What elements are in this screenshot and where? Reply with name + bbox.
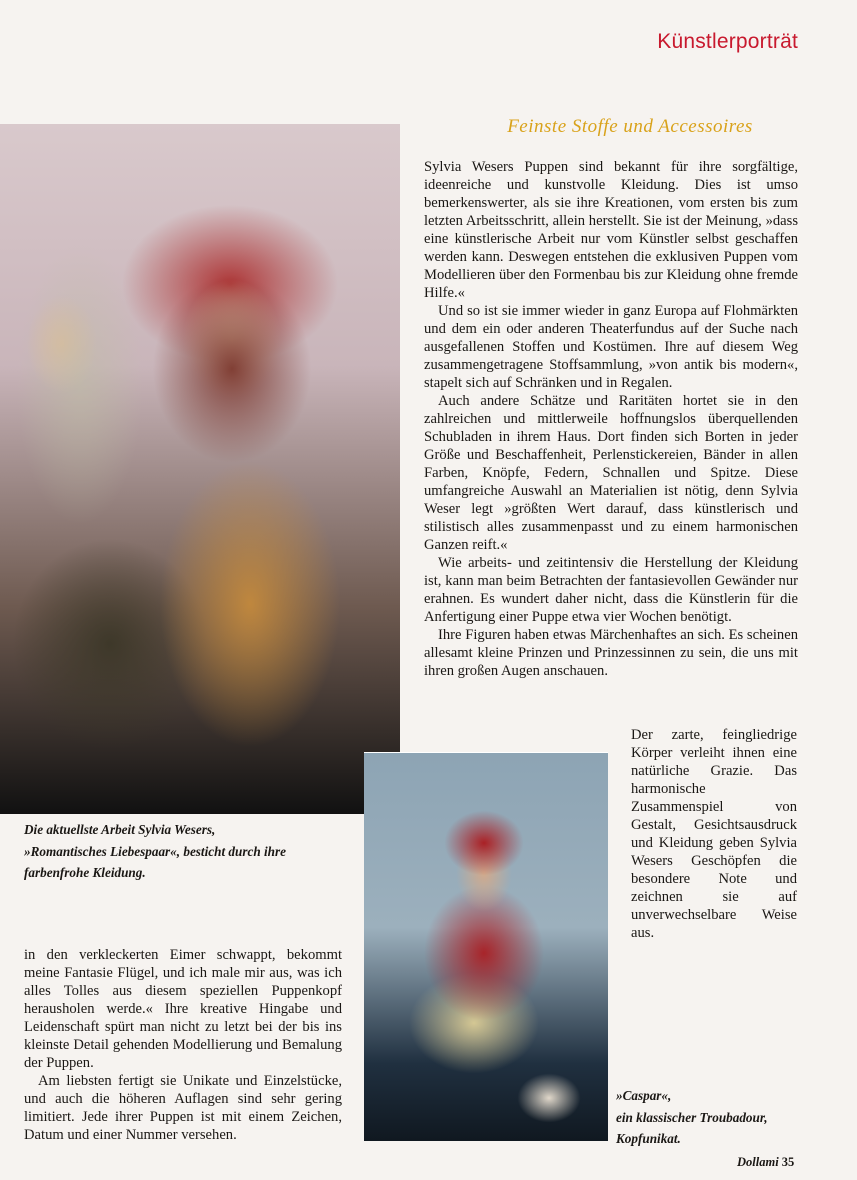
main-photo-caption xyxy=(24,819,354,884)
paragraph: Sylvia Wesers Puppen sind bekannt für ihre sorgfältige, ideenreiche und kunstvolle Kleidung. Dies ist umso bemerkenswerter, als sie ihre Kreationen, vom ersten bis zum letzten Arbeitsschritt, allein herstellt. Sie ist der Meinung, »dass eine künstlerische Arbeit nur vom Künstler selbst geschaffen werden kann. Deswegen entstehen die exklusiven Puppen vom Modellieren über den Formenbau bis zur Kleidung ohne fremde Hilfe.« xyxy=(424,159,798,301)
left-text-column xyxy=(24,946,342,1144)
paragraph: Auch andere Schätze und Raritäten hortet sie in den zahlreichen und mittlerweile hoffnungslos überquellenden Schubladen in ihrem Haus. Dort finden sich Borten in jeder Größe und Beschaffenheit, Perlenstickereien, Bänder in allen Farben, Knöpfe, Federn, Schnallen und Spitze. Diese umfangreiche Auswahl an Materialien ist nötig, denn Sylvia Weser legt »größten Wert darauf, dass künstlerisch und stilistisch alles zusammenpasst und zu einem harmonischen Ganzen reift.« xyxy=(424,393,798,553)
narrow-text-column: Der zarte, feingliedrige Körper verleiht ihnen eine natürliche Grazie. Das harmonische Zusammenspiel von Gestalt, Gesichtsausdruck und Kleidung geben Sylvia Wesers Geschöpfen die besondere Note und zeichnen sie auf unverwechselbare Weise aus. xyxy=(631,727,797,941)
sub-photo-caspar xyxy=(364,752,608,1141)
page-number: 35 xyxy=(781,1155,795,1169)
paragraph: Und so ist sie immer wieder in ganz Europa auf Flohmärkten und dem ein oder anderen Theaterfundus auf der Suche nach ausgefallenen Stoffen und Kostümen. Ihre auf diesem Weg zusammengetragene Stoffsammlung, »von antik bis modern«, stapelt sich auf Schränken und in Regalen. xyxy=(424,303,798,391)
paragraph: Wie arbeits- und zeitintensiv die Herstellung der Kleidung ist, kann man beim Betrachten der fantasievollen Gewänder nur erahnen. Es wundert daher nicht, dass die Künstlerin für die Anfertigung einer Puppe etwa vier Wochen benötigt. xyxy=(424,555,798,625)
caption-line: Kopfunikat. xyxy=(616,1131,681,1147)
caption-line: farbenfrohe Kleidung. xyxy=(24,865,146,881)
section-tag: Künstlerporträt xyxy=(657,30,798,53)
caption-line: ein klassischer Troubadour, xyxy=(616,1109,768,1125)
right-text-column xyxy=(424,158,798,680)
paragraph: Ihre Figuren haben etwas Märchenhaftes an sich. Es scheinen allesamt kleine Prinzen und Prinzessinnen zu sein, die uns mit ihren großen Augen anschauen. xyxy=(424,627,798,679)
magazine-name: Dollami xyxy=(737,1155,779,1169)
page-footer xyxy=(737,1155,794,1170)
caption-line: Die aktuellste Arbeit Sylvia Wesers, xyxy=(24,822,216,837)
main-photo-romantisches-liebespaar xyxy=(0,124,400,814)
caption-line: »Caspar«, xyxy=(616,1088,672,1103)
caption-line: »Romantisches Liebespaar«, besticht durch ihre xyxy=(24,843,286,859)
section-heading: Feinste Stoffe und Accessoires xyxy=(507,116,753,137)
paragraph: in den verkleckerten Eimer schwappt, bekommt meine Fantasie Flügel, und ich male mir aus, was ich alles Tolles aus diesem speziellen Puppenkopf herausholen werde.« Ihre kreative Hingabe und Leidenschaft spürt man nicht zu letzt bei der bis ins kleinste Detail gehenden Modellierung und Bemalung der Puppen. xyxy=(24,947,342,1071)
paragraph: Am liebsten fertigt sie Unikate und Einzelstücke, und auch die höheren Auflagen sind sehr gering limitiert. Jede ihrer Puppen ist mit einem Zeichen, Datum und einer Nummer versehen. xyxy=(24,1073,342,1143)
sub-photo-caption xyxy=(616,1085,816,1150)
